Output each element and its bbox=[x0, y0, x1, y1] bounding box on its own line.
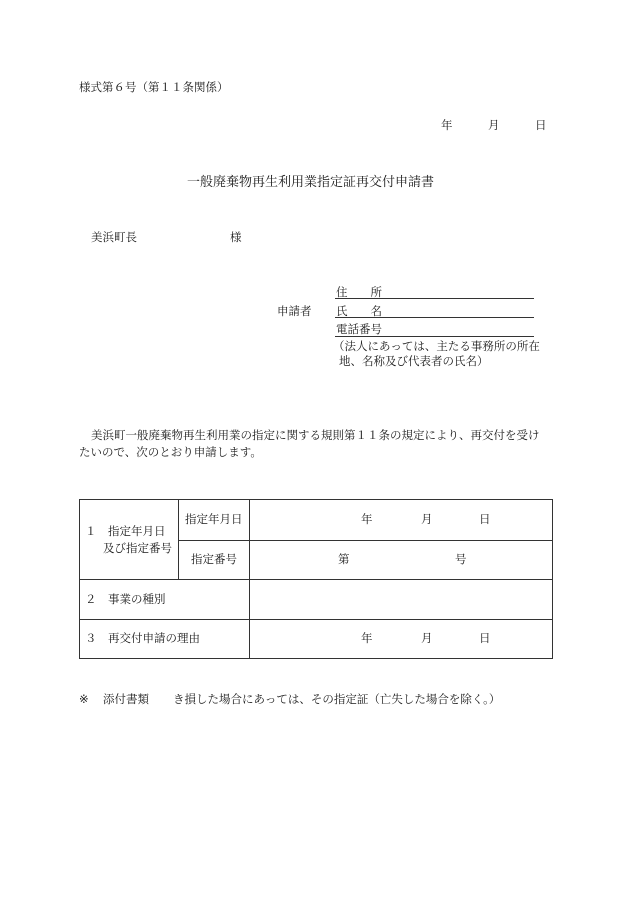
addressee-name: 美浜町長 bbox=[91, 230, 137, 244]
table-row bbox=[80, 580, 553, 620]
date-value-cell[interactable] bbox=[250, 500, 553, 541]
date-value-day: 日 bbox=[479, 512, 491, 527]
reason-year: 年 bbox=[361, 631, 373, 645]
date-year: 年 bbox=[441, 118, 453, 132]
name-field-line[interactable] bbox=[335, 317, 534, 318]
date-month: 月 bbox=[488, 118, 500, 132]
applicant-note-line1: （法人にあっては、主たる事務所の所在 bbox=[333, 339, 540, 353]
sub-date-label: 指定年月日 bbox=[185, 512, 243, 527]
body-text-line2: たいので、次のとおり申請します。 bbox=[79, 445, 262, 459]
number-value-cell[interactable] bbox=[250, 540, 553, 580]
form-number: 様式第６号（第１１条関係） bbox=[79, 80, 229, 94]
applicant-note-line2: 地、名称及び代表者の氏名） bbox=[339, 354, 489, 368]
sub-number-label: 指定番号 bbox=[191, 551, 237, 566]
row2-label-cell bbox=[80, 580, 250, 620]
row3-label-cell bbox=[80, 620, 250, 659]
row2-label: ２ 事業の種別 bbox=[85, 592, 166, 606]
number-suffix: 号 bbox=[455, 551, 467, 566]
footnote-mark: ※ bbox=[79, 692, 89, 706]
reason-cell[interactable] bbox=[250, 620, 553, 659]
row1-label-line2: 及び指定番号 bbox=[103, 541, 172, 555]
address-label: 住 所 bbox=[336, 285, 382, 299]
row3-label: ３ 再交付申請の理由 bbox=[85, 631, 200, 645]
sub-date-label-cell bbox=[179, 500, 250, 541]
row1-label-line1: １ 指定年月日 bbox=[85, 524, 166, 538]
number-prefix: 第 bbox=[338, 551, 350, 566]
name-label: 氏 名 bbox=[336, 304, 382, 318]
address-field-line[interactable] bbox=[335, 298, 534, 299]
date-value-month: 月 bbox=[421, 512, 433, 527]
table-row bbox=[80, 500, 553, 541]
applicant-label: 申請者 bbox=[277, 304, 312, 318]
date-day: 日 bbox=[535, 118, 547, 132]
business-type-cell[interactable] bbox=[250, 580, 553, 620]
phone-label: 電話番号 bbox=[336, 322, 382, 336]
sub-number-label-cell bbox=[179, 540, 250, 580]
phone-field-line[interactable] bbox=[335, 336, 534, 337]
date-value-year: 年 bbox=[361, 512, 373, 527]
table-row bbox=[80, 620, 553, 659]
application-table bbox=[79, 499, 553, 659]
reason-day: 日 bbox=[479, 631, 491, 645]
footnote-text: き損した場合にあっては、その指定証（亡失した場合を除く。） bbox=[173, 692, 501, 706]
body-text-line1: 美浜町一般廃棄物再生利用業の指定に関する規則第１１条の規定により、再交付を受け bbox=[91, 428, 540, 442]
page-title: 一般廃棄物再生利用業指定証再交付申請書 bbox=[187, 175, 435, 190]
row1-label-cell bbox=[80, 500, 179, 580]
reason-month: 月 bbox=[421, 631, 433, 645]
addressee-honorific: 様 bbox=[230, 230, 242, 244]
footnote-label: 添付書類 bbox=[103, 692, 149, 706]
